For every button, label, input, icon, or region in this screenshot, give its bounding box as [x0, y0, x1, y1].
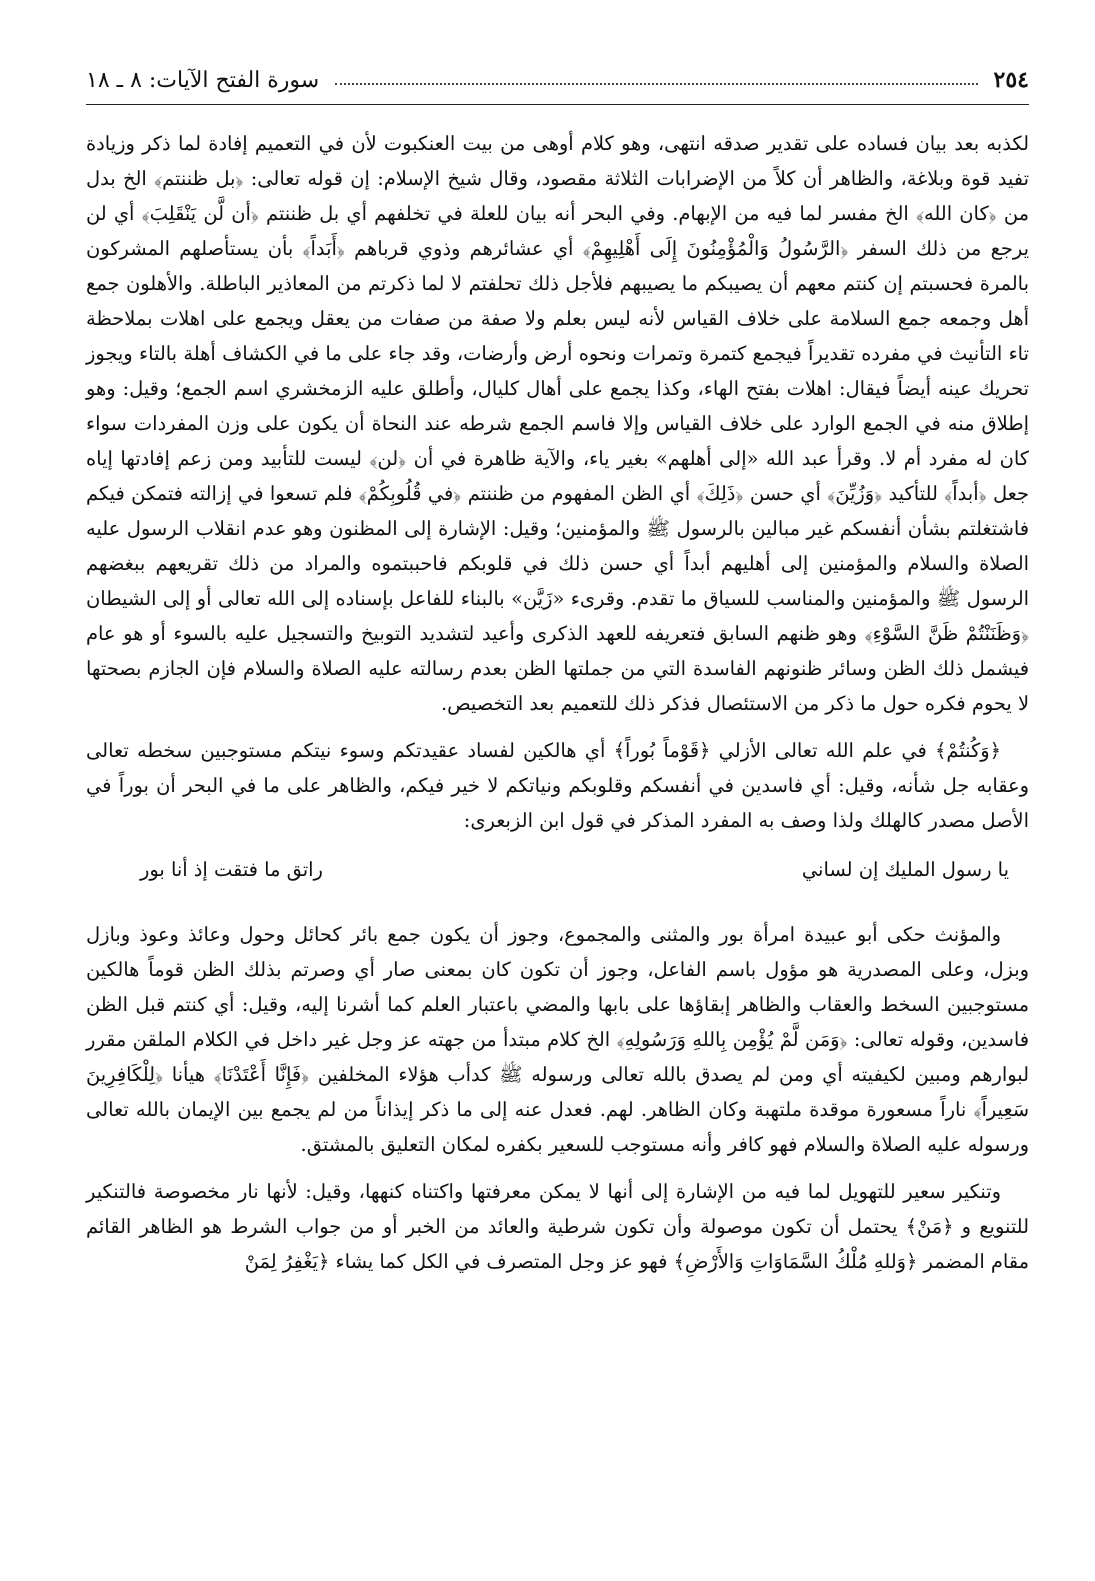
header-divider [86, 104, 1029, 105]
page-number: ٢٥٤ [993, 67, 1029, 93]
paragraph: لكذبه بعد بيان فساده على تقدير صدقه انتهى، وهو كلام أوهى من بيت العنكبوت لأن في التعميم إفادة لما ذكر وزيادة تفيد قوة وبلاغة، والظاهر أن كلاً من الإضرابات الثلاثة مقصود، وقال شيخ الإسلام: إن قوله تعالى: ﴿بل ظننتم﴾ الخ بدل من ﴿كان الله﴾ الخ مفسر لما فيه من الإبهام. وفي البحر أنه بيان للعلة في تخلفهم أي بل ظننتم ﴿أن لَّن يَنْقَلِبَ﴾ أي لن يرجع من ذلك السفر ﴿الرَّسُولُ وَالْمُؤْمِنُونَ إِلَى أَهْلِيهِمْ﴾ أي عشائرهم وذوي قرباهم ﴿أَبَداً﴾ بأن يستأصلهم المشركون بالمرة فحسبتم إن كنتم معهم أن يصيبكم ما يصيبهم فلأجل ذلك تحلفتم لا لما ذكرتم من المعاذير الباطلة. والأهلون جمع أهل وجمعه جمع السلامة على خلاف القياس لأنه ليس بعلم ولا صفة من صفات من يعقل ويجمع على اهلات بملاحظة تاء التأنيث في مفرده تقديراً فيجمع كتمرة وتمرات ونحوه أرض وأرضات، وقد جاء على ما في الكشاف أهلة بالتاء ويجوز تحريك عينه أيضاً فيقال: اهلات بفتح الهاء، وكذا يجمع على أهال كليال، وأطلق عليه الزمخشري اسم الجمع؛ وقيل: وهو إطلاق منه في الجمع الوارد على خلاف القياس وإلا فاسم الجمع شرطه عند النحاة أن يكون على وزن المفردات سواء كان له مفرد أم لا. وقرأ عبد الله «إلى أهلهم» بغير ياء، والآية ظاهرة في أن ﴿لن﴾ ليست للتأبيد ومن زعم إفادتها إياه جعل ﴿أبداً﴾ للتأكيد ﴿وَزُيِّنَ﴾ أي حسن ﴿ذَلِكَ﴾ أي الظن المفهوم من ظننتم ﴿في قُلُوبِكُمْ﴾ فلم تسعوا في إزالته فتمكن فيكم فاشتغلتم بشأن أنفسكم غير مبالين بالرسول ﷺ والمؤمنين؛ وقيل: الإشارة إلى المظنون وهو عدم انقلاب الرسول عليه الصلاة والسلام والمؤمنين إلى أهليهم أبداً أي حسن ذلك في قلوبكم فاحببتموه والمراد من ذلك تقريعهم ببغضهم الرسول ﷺ والمؤمنين والمناسب للسياق ما تقدم. وقرىء «زَيَّن» بالبناء للفاعل بإسناده إلى الله تعالى أو إلى الشيطان ﴿وَظَنَنْتُمْ ظَنَّ السَّوْءِ﴾ وهو ظنهم السابق فتعريفه للعهد الذكرى وأعيد لتشديد التوبيخ والتسجيل عليه بالسوء أو هو عام فيشمل ذلك الظن وسائر ظنونهم الفاسدة التي من جملتها الظن بعدم رسالته عليه الصلاة والسلام فإن الجازم بصحتها لا يحوم فكره حول ما ذكر من الاستئصال فذكر ذلك للتعميم بعد التخصيص. [86, 132, 1029, 715]
verse-second-hemistich: راتق ما فتقت إذ أنا بور [140, 858, 323, 881]
commentary-body [86, 126, 1029, 1279]
verse-first-hemistich: يا رسول المليك إن لساني [801, 858, 1009, 881]
surah-title: سورة الفتح الآيات: ٨ ـ ١٨ [86, 67, 320, 93]
paragraph: وتنكير سعير للتهويل لما فيه من الإشارة إلى أنها لا يمكن معرفتها واكتناه كنهها، وقيل: لأنها نار مخصوصة فالتنكير للتنويع و ﴿مَنْ﴾ يحتمل أن تكون موصولة وأن تكون شرطية والعائد من الخبر أو من جواب الشرط هو الظاهر القائم مقام المضمر ﴿وَللهِ مُلْكُ السَّمَاوَاتِ وَالأَرْضِ﴾ فهو عز وجل المتصرف في الكل كما يشاء ﴿يَغْفِرُ لِمَنْ [86, 1180, 1029, 1273]
paragraph: ﴿وَكُنتُمْ﴾ في علم الله تعالى الأزلي ﴿قَوْماً بُوراً﴾ أي هالكين لفساد عقيدتكم وسوء نيتكم مستوجبين سخطه تعالى وعقابه جل شأنه، وقيل: أي فاسدين في أنفسكم وقلوبكم ونياتكم لا خير فيكم، والظاهر على ما في البحر أن بوراً في الأصل مصدر كالهلك ولذا وصف به المفرد المذكر في قول ابن الزبعرى: [86, 739, 1029, 832]
poetry-verse [140, 852, 1009, 887]
paragraph: والمؤنث حكى أبو عبيدة امرأة بور والمثنى والمجموع، وجوز أن يكون جمع بائر كحائل وحول وعائذ وعوذ وبازل وبزل، وعلى المصدرية هو مؤول باسم الفاعل، وجوز أن تكون كان بمعنى صار أي وصرتم بذلك الظن قوماً هالكين مستوجبين السخط والعقاب والظاهر إبقاؤها على بابها والمضي باعتبار العلم كما أشرنا إليه، وقيل: أي كنتم قبل الظن فاسدين، وقوله تعالى: ﴿وَمَن لَّمْ يُؤْمِن بِاللهِ وَرَسُولِهِ﴾ الخ كلام مبتدأ من جهته عز وجل غير داخل في الكلام الملقن مقرر لبوارهم ومبين لكيفيته أي ومن لم يصدق بالله تعالى ورسوله ﷺ كدأب هؤلاء المخلفين ﴿فَإِنَّا أَعْتَدْنَا﴾ هيأنا ﴿لِلْكَافِرِينَ سَعِيراً﴾ ناراً مسعورة موقدة ملتهبة وكان الظاهر. لهم. فعدل عنه إلى ما ذكر إيذاناً من لم يجمع بين الإيمان بالله تعالى ورسوله عليه الصلاة والسلام فهو كافر وأنه مستوجب للسعير بكفره لمكان التعليق بالمشتق. [86, 923, 1029, 1156]
header-dotted-leader [335, 83, 977, 85]
running-header [86, 60, 1029, 100]
